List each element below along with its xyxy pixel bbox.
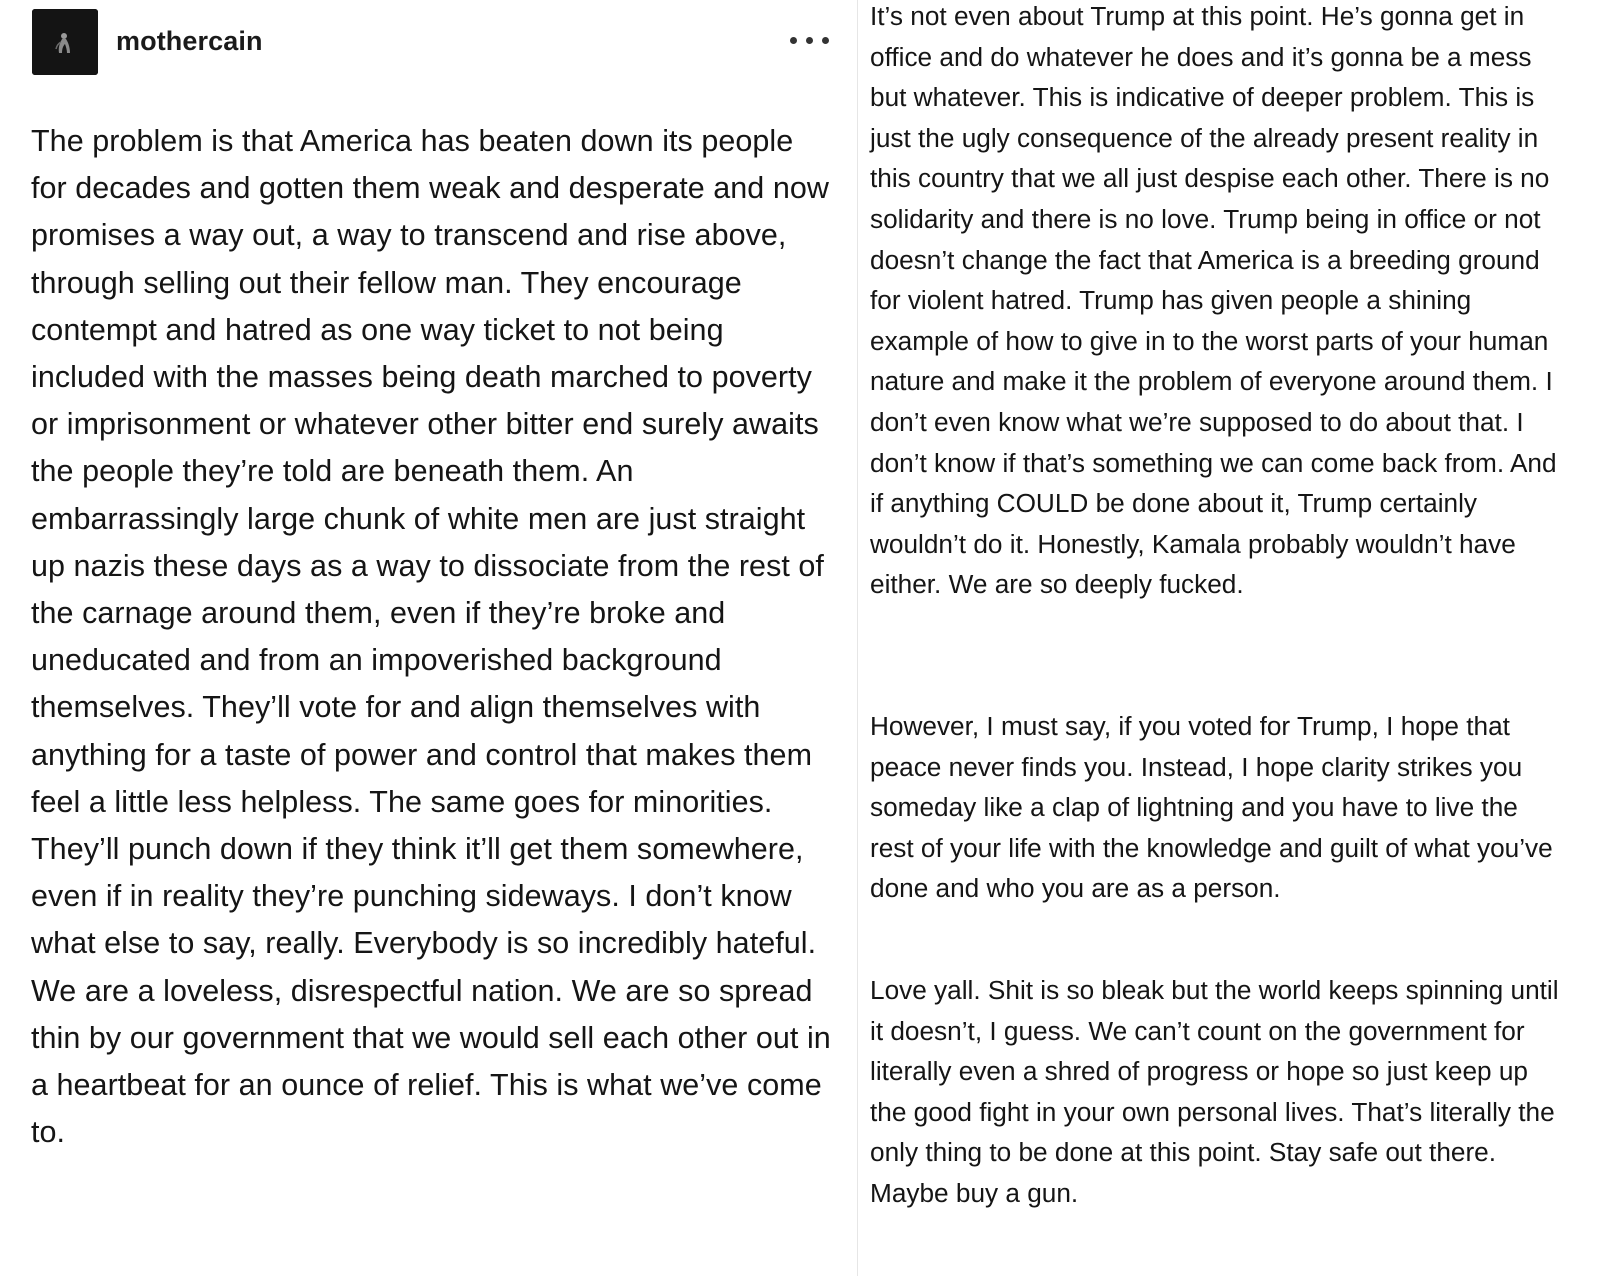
reblog-paragraph: It’s not even about Trump at this point. He’s gonna get in office and do whatever he does and it’s gonna be a mess but whatever. This is indicative of deeper problem. This is just the ugly consequence of the already present reality in this country that we all just despise each other. There is no solidarity and there is no love. Trump being in office or not doesn’t change the fact that America is a breeding ground for violent hatred. Trump has given people a shining example of how to give in to the worst parts of your human nature and make it the problem of everyone around them. I don’t even know what we’re supposed to do about that. I don’t know if that’s something we can come back from. And if anything COULD be done about it, Trump certainly wouldn’t do it. Honestly, Kamala probably wouldn’t have either. We are so deeply fucked. [870, 1, 1557, 600]
ellipsis-icon [822, 37, 829, 44]
post-body-text: The problem is that America has beaten down its people for decades and gotten them weak and desperate and now promises a way out, a way to transcend and rise above, through selling out their fellow man. They encourage contempt and hatred as one way ticket to not being included with the masses being death marched to poverty or imprisonment or whatever other bitter end surely awaits the people they’re told are beneath them. An embarrassingly large chunk of white men are just straight up nazis these days as a way to dissociate from the rest of the carnage around them, even if they’re broke and uneducated and from an impoverished background themselves. They’ll vote for and align themselves with anything for a taste of power and control that makes them feel a little less helpless. The same goes for minorities. They’ll punch down if they think it’ll get them somewhere, even if in reality they’re punching sideways. I don’t know what else to say, really. Everybody is so incredibly hateful. We are a loveless, disrespectful nation. We are so spread thin by our government that we would sell each other out in a heartbeat for an ounce of relief. This is what we’ve come to. [31, 124, 831, 1150]
avatar[interactable] [32, 9, 98, 75]
post-header [32, 9, 832, 75]
reblog-paragraph: However, I must say, if you voted for Trump, I hope that peace never finds you. Instead, I hope clarity strikes you someday like a clap of lightning and you have to live the rest of your life with the knowledge and guilt of what you’ve done and who you are as a person. [870, 711, 1553, 904]
more-options-button[interactable] [788, 25, 832, 53]
reblog-paragraph: Love yall. Shit is so bleak but the world keeps spinning until it doesn’t, I guess. We can’t count on the government for literally even a shred of progress or hope so just keep up the good fight in your own personal lives. That’s literally the only thing to be done at this point. Stay safe out there. Maybe buy a gun. [870, 975, 1559, 1208]
ellipsis-icon [806, 37, 813, 44]
dark-figure-avatar-icon [32, 9, 98, 75]
ellipsis-icon [790, 37, 797, 44]
username[interactable]: mothercain [116, 26, 263, 56]
